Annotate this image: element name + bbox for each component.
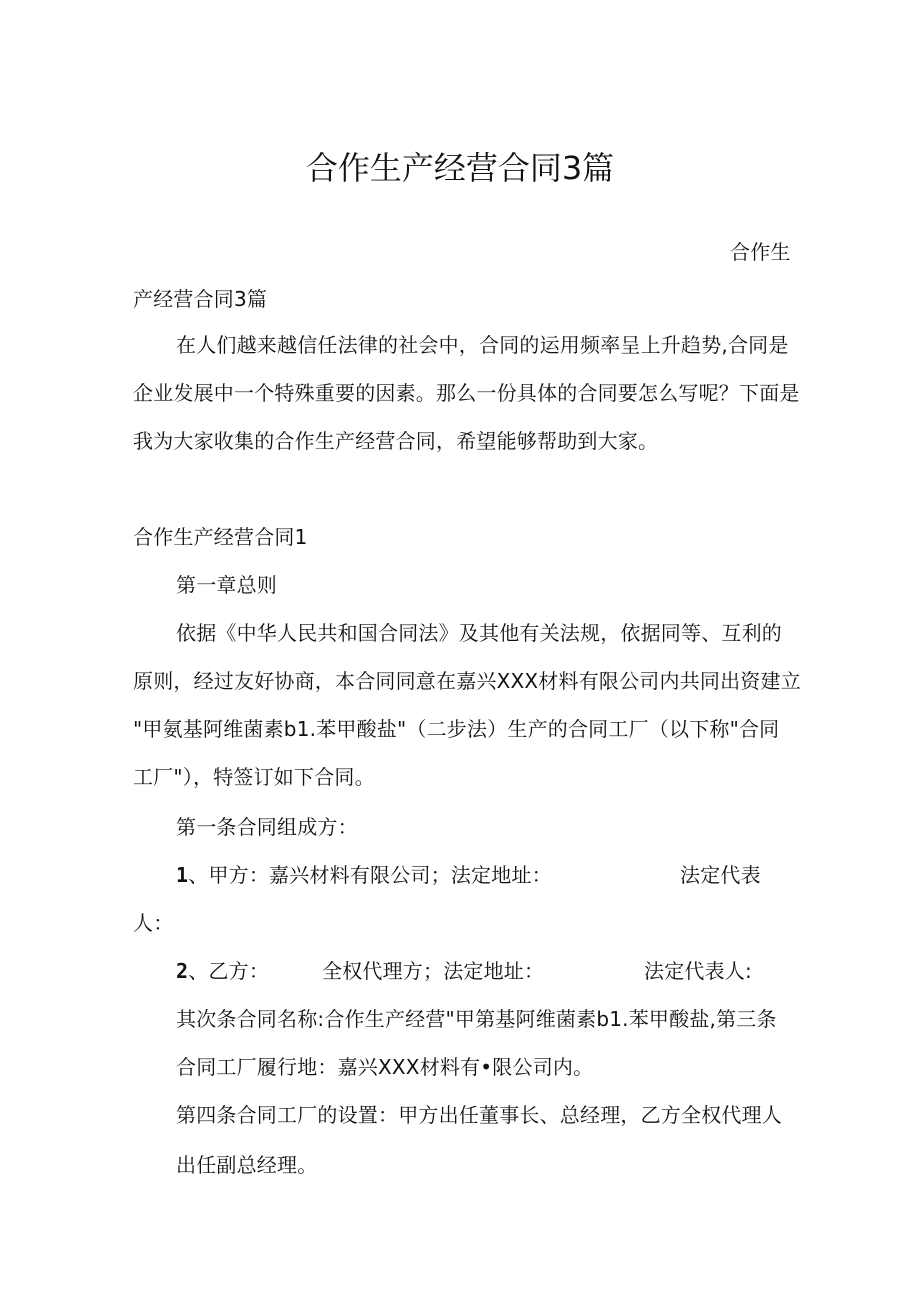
article4-line-1: 第四条合同工厂的设置：甲方出任董事长、总经理，乙方全权代理人	[176, 1103, 782, 1127]
party-a-representative-cont: 人：	[133, 911, 174, 935]
subtitle-part1: 合作生	[730, 240, 791, 264]
para1-line-2: 原则，经过友好协商，本合同同意在嘉兴XXX材料有限公司内共同出资建立	[133, 669, 801, 693]
section1-heading: 合作生产经营合同1	[133, 525, 308, 549]
para1-line-3: "甲氨基阿维菌素b1.苯甲酸盐"（二步法）生产的合同工厂（以下称"合同	[133, 717, 780, 741]
party-b-number: 2	[176, 959, 189, 983]
chapter-heading: 第一章总则	[176, 573, 277, 597]
party-a-line	[176, 863, 552, 887]
intro-line-3: 我为大家收集的合作生产经营合同，希望能够帮助到大家。	[133, 429, 659, 453]
document-title: 合作生产经营合同3篇	[305, 149, 615, 187]
party-b-text: 、乙方：	[188, 959, 270, 983]
intro-line-1: 在人们越来越信任法律的社会中，合同的运用频率呈上升趋势,合同是	[176, 333, 789, 357]
party-b-agent: 全权代理方；法定地址：	[322, 959, 545, 983]
article2-line-2: 合同工厂履行地：嘉兴XXX材料有•限公司内。	[176, 1055, 594, 1079]
party-b-line	[176, 959, 269, 983]
article1-heading: 第一条合同组成方：	[176, 815, 358, 839]
article2-line-1: 其次条合同名称:合作生产经营"甲第基阿维菌素b1.苯甲酸盐,第三条	[176, 1007, 777, 1031]
para1-line-4: 工厂"），特签订如下合同。	[133, 765, 375, 789]
article4-line-2: 出任副总经理。	[176, 1153, 318, 1177]
para1-line-1: 依据《中华人民共和国合同法》及其他有关法规，依据同等、互利的	[176, 621, 782, 645]
intro-line-2: 企业发展中一个特殊重要的因素。那么一份具体的合同要怎么写呢？下面是	[133, 381, 800, 405]
subtitle-part2: 产经营合同3篇	[133, 287, 268, 311]
party-b-representative: 法定代表人:	[644, 959, 752, 983]
party-a-text: 、甲方：嘉兴材料有限公司；法定地址：	[188, 863, 552, 887]
party-a-number: 1	[176, 863, 189, 887]
party-a-representative: 法定代表	[680, 863, 761, 887]
